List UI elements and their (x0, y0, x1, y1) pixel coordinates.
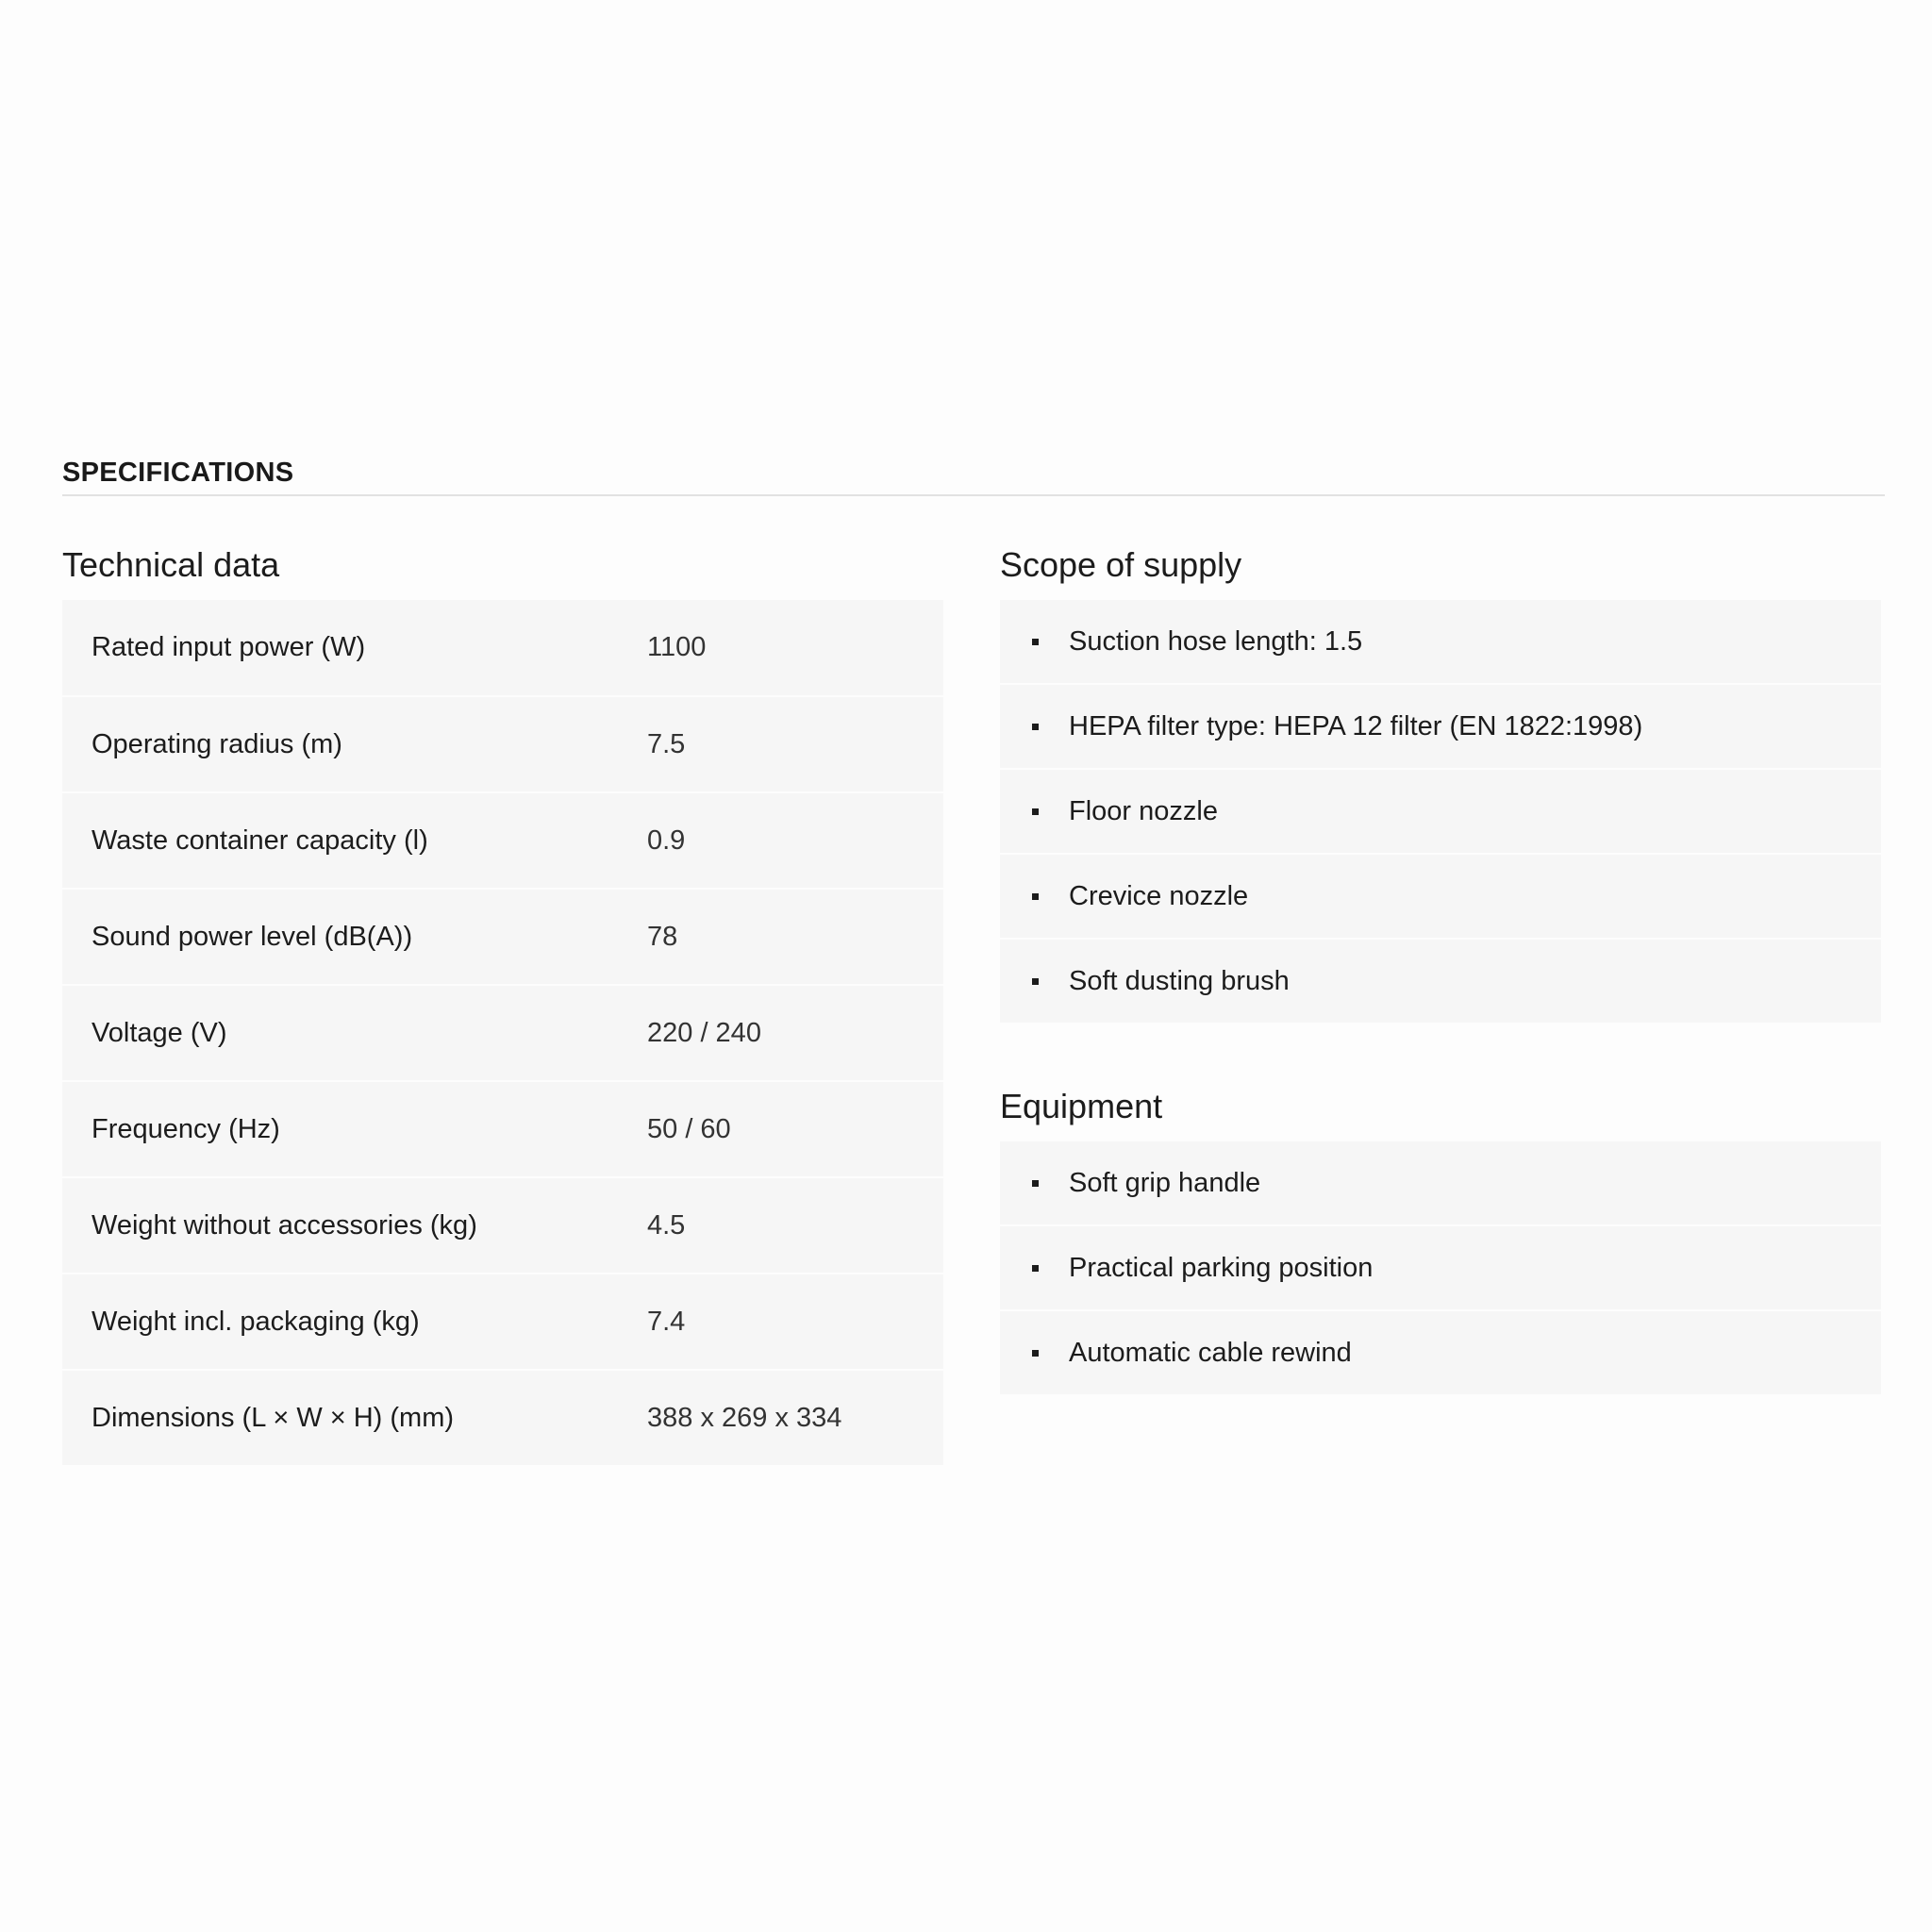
spec-label: Weight incl. packaging (kg) (92, 1306, 420, 1337)
list-item (1000, 855, 1881, 940)
technical-data-column (62, 541, 943, 1467)
spec-label: Frequency (Hz) (92, 1113, 280, 1144)
spec-value: 0.9 (647, 824, 686, 856)
equipment-title: Equipment (1000, 1087, 1163, 1125)
table-row (62, 1274, 943, 1370)
table-row (62, 600, 943, 696)
list-item (1000, 940, 1881, 1024)
square-bullet-icon (1032, 1180, 1039, 1187)
supply-equipment-column (1000, 541, 1881, 1467)
technical-data-title: Technical data (62, 545, 280, 584)
square-bullet-icon (1032, 978, 1039, 985)
list-item-label: Practical parking position (1069, 1252, 1374, 1283)
square-bullet-icon (1032, 1350, 1039, 1357)
table-row (62, 889, 943, 985)
spec-label: Weight without accessories (kg) (92, 1209, 477, 1241)
section-title: SPECIFICATIONS (62, 458, 294, 488)
spec-label: Dimensions (L × W × H) (mm) (92, 1402, 455, 1433)
spec-value: 7.4 (647, 1306, 686, 1337)
list-item (1000, 770, 1881, 855)
list-item (1000, 1141, 1881, 1226)
spec-label: Rated input power (W) (92, 632, 366, 662)
spec-value: 78 (647, 921, 678, 952)
spec-value: 220 / 240 (647, 1017, 761, 1048)
table-row (62, 985, 943, 1081)
list-item (1000, 1311, 1881, 1396)
list-item (1000, 600, 1881, 685)
square-bullet-icon (1032, 639, 1039, 645)
equipment-list (1000, 1141, 1881, 1396)
table-row (62, 1177, 943, 1274)
spec-columns (62, 541, 1885, 1467)
table-row (62, 696, 943, 792)
scope-of-supply-list (1000, 600, 1881, 1024)
table-row (62, 792, 943, 889)
list-item (1000, 685, 1881, 770)
list-item-label: Crevice nozzle (1069, 880, 1249, 911)
list-item (1000, 1226, 1881, 1311)
spec-label: Voltage (V) (92, 1017, 227, 1048)
spec-value: 50 / 60 (647, 1113, 731, 1144)
spec-value: 388 x 269 x 334 (647, 1402, 842, 1433)
spec-value: 7.5 (647, 728, 686, 759)
square-bullet-icon (1032, 808, 1039, 815)
scope-of-supply-title: Scope of supply (1000, 545, 1242, 584)
table-row (62, 1370, 943, 1466)
spec-label: Sound power level (dB(A)) (92, 921, 413, 952)
spec-label: Operating radius (m) (92, 728, 342, 759)
technical-data-table (62, 600, 943, 1467)
specifications-section (62, 451, 1885, 1467)
list-item-label: Floor nozzle (1069, 795, 1218, 826)
list-item-label: HEPA filter type: HEPA 12 filter (EN 1822:1998) (1069, 710, 1643, 741)
square-bullet-icon (1032, 1265, 1039, 1272)
spec-value: 1100 (647, 632, 707, 662)
list-item-label: Soft grip handle (1069, 1167, 1261, 1198)
list-item-label: Soft dusting brush (1069, 965, 1290, 996)
square-bullet-icon (1032, 724, 1039, 730)
list-item-label: Suction hose length: 1.5 (1069, 625, 1363, 657)
list-item-label: Automatic cable rewind (1069, 1337, 1352, 1368)
square-bullet-icon (1032, 893, 1039, 900)
spec-value: 4.5 (647, 1209, 686, 1241)
spec-label: Waste container capacity (l) (92, 824, 428, 856)
section-divider (62, 494, 1885, 496)
table-row (62, 1081, 943, 1177)
